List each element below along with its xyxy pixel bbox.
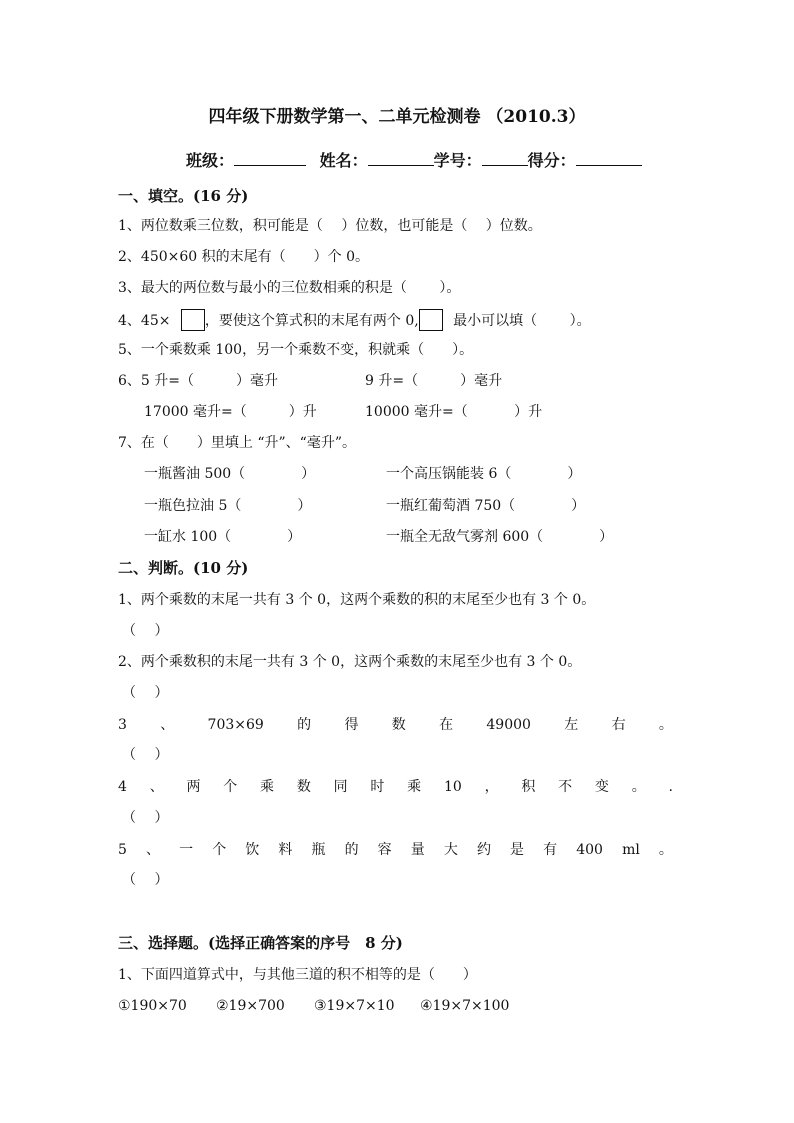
fill-q7-row2-left: 一瓶色拉油 5（ ） xyxy=(144,498,312,514)
fill-q4-part-a: 4、45× xyxy=(118,313,171,329)
page-title: 四年级下册数学第一、二单元检测卷 （2010.3） xyxy=(208,107,586,127)
judge-q4-token: 不 xyxy=(558,779,573,795)
judge-q4-token: 变 xyxy=(594,779,609,795)
judge-q3-token: 、 xyxy=(160,717,175,733)
fill-question-5: 5、一个乘数乘 100，另一个乘数不变，积就乘（ ）。 xyxy=(118,342,474,358)
fill-q7-row3-left: 一缸水 100（ ） xyxy=(144,529,302,545)
judge-q5-token: 瓶 xyxy=(311,842,326,858)
choice-option-1[interactable]: ①190×70 xyxy=(118,998,187,1014)
judge-q4-token: 。 xyxy=(631,779,646,795)
class-blank[interactable] xyxy=(234,148,306,166)
judge-q5-token: 的 xyxy=(344,842,359,858)
judge-q3-token: 的 xyxy=(297,717,312,733)
judge-q5-token: 5 xyxy=(118,842,127,858)
fill-question-3: 3、最大的两位数与最小的三位数相乘的积是（ ）。 xyxy=(118,280,461,296)
judge-q5-token: 个 xyxy=(212,842,227,858)
judge-q4-token: 4 xyxy=(118,779,127,795)
fill-q7-row1-right: 一个高压锅能装 6（ ） xyxy=(386,466,582,482)
fill-question-2: 2、450×60 积的末尾有（ ）个 0。 xyxy=(118,249,369,265)
judge-paren-5[interactable]: （ ） xyxy=(122,872,169,888)
choice-question-1: 1、下面四道算式中，与其他三道的积不相等的是（ ） xyxy=(118,967,477,983)
judge-question-3 xyxy=(118,715,673,735)
score-label: 得分： xyxy=(527,151,576,170)
fill-q7-row1-left: 一瓶酱油 500（ ） xyxy=(144,466,316,482)
judge-q3-token: 。 xyxy=(658,717,673,733)
judge-q3-token: 右 xyxy=(611,717,626,733)
fill-q4-part-c: 最小可以填（ ）。 xyxy=(453,313,591,329)
choice-option-3[interactable]: ③19×7×10 xyxy=(314,998,395,1014)
judge-q4-token: ， xyxy=(484,779,499,795)
section-fill-heading: 一、填空。(16 分) xyxy=(118,187,249,205)
judge-paren-4[interactable]: （ ） xyxy=(122,810,169,826)
judge-q4-token: . xyxy=(668,779,673,795)
class-label: 班级： xyxy=(186,151,235,170)
judge-q4-token: 10 xyxy=(443,779,462,795)
fill-question-6-a1: 6、5 升=（ ）毫升 xyxy=(118,373,278,389)
section-judge-heading: 二、判断。(10 分) xyxy=(118,559,249,577)
judge-paren-3[interactable]: （ ） xyxy=(122,747,169,763)
judge-q4-token: 积 xyxy=(521,779,536,795)
judge-paren-1[interactable]: （ ） xyxy=(122,623,169,639)
judge-paren-2[interactable]: （ ） xyxy=(122,685,169,701)
answer-box[interactable] xyxy=(181,309,205,331)
judge-q4-token: 乘 xyxy=(407,779,422,795)
judge-q5-token: 约 xyxy=(476,842,491,858)
judge-q4-token: 时 xyxy=(370,779,385,795)
student-info-line xyxy=(186,148,642,172)
judge-q3-token: 703×69 xyxy=(207,717,264,733)
name-blank[interactable] xyxy=(368,148,434,166)
fill-q7-row3-right: 一瓶全无敌气雾剂 600（ ） xyxy=(386,529,614,545)
judge-q4-token: 个 xyxy=(223,779,238,795)
judge-q3-token: 得 xyxy=(344,717,359,733)
fill-question-6-b1: 17000 毫升=（ ）升 xyxy=(144,404,317,420)
judge-q5-token: 是 xyxy=(510,842,525,858)
id-blank[interactable] xyxy=(482,148,528,166)
judge-q5-token: 有 xyxy=(543,842,558,858)
judge-q3-token: 数 xyxy=(391,717,406,733)
fill-q7-row2-right: 一瓶红葡萄酒 750（ ） xyxy=(386,498,586,514)
name-label: 姓名： xyxy=(319,151,368,170)
judge-q4-token: 、 xyxy=(149,779,164,795)
fill-q4-part-b: ，要使这个算式积的末尾有两个 0, xyxy=(204,313,419,329)
judge-question-2: 2、两个乘数积的末尾一共有 3 个 0，这两个乘数的末尾至少也有 3 个 0。 xyxy=(118,654,582,670)
judge-question-1: 1、两个乘数的末尾一共有 3 个 0，这两个乘数的积的末尾至少也有 3 个 0。 xyxy=(118,592,596,608)
judge-q5-token: 400 xyxy=(576,842,603,858)
fill-question-6-a2: 9 升=（ ）毫升 xyxy=(365,373,503,389)
judge-q4-token: 两 xyxy=(186,779,201,795)
judge-q5-token: 。 xyxy=(658,842,673,858)
fill-question-4 xyxy=(118,309,591,331)
judge-q3-token: 在 xyxy=(439,717,454,733)
fill-question-1: 1、两位数乘三位数，积可能是（ ）位数，也可能是（ ）位数。 xyxy=(118,218,542,234)
judge-question-5 xyxy=(118,840,673,860)
judge-q5-token: 饮 xyxy=(245,842,260,858)
judge-question-4 xyxy=(118,777,673,797)
choice-option-2[interactable]: ②19×700 xyxy=(216,998,285,1014)
judge-q5-token: 大 xyxy=(443,842,458,858)
judge-q5-token: 量 xyxy=(410,842,425,858)
judge-q3-token: 49000 xyxy=(486,717,531,733)
id-label: 学号： xyxy=(433,151,482,170)
judge-q5-token: 容 xyxy=(377,842,392,858)
section-choice-heading: 三、选择题。(选择正确答案的序号 8 分) xyxy=(118,934,403,952)
judge-q5-token: 料 xyxy=(278,842,293,858)
answer-box[interactable] xyxy=(419,309,443,331)
judge-q5-token: 、 xyxy=(146,842,161,858)
fill-question-7: 7、在（ ）里填上 “升”、“毫升”。 xyxy=(118,435,356,451)
score-blank[interactable] xyxy=(576,148,642,166)
judge-q5-token: ml xyxy=(622,842,640,858)
judge-q4-token: 数 xyxy=(296,779,311,795)
choice-option-4[interactable]: ④19×7×100 xyxy=(420,998,510,1014)
judge-q3-token: 左 xyxy=(564,717,579,733)
judge-q5-token: 一 xyxy=(179,842,194,858)
judge-q4-token: 同 xyxy=(333,779,348,795)
judge-q3-token: 3 xyxy=(118,717,127,733)
fill-question-6-b2: 10000 毫升=（ ）升 xyxy=(365,404,543,420)
judge-q4-token: 乘 xyxy=(260,779,275,795)
